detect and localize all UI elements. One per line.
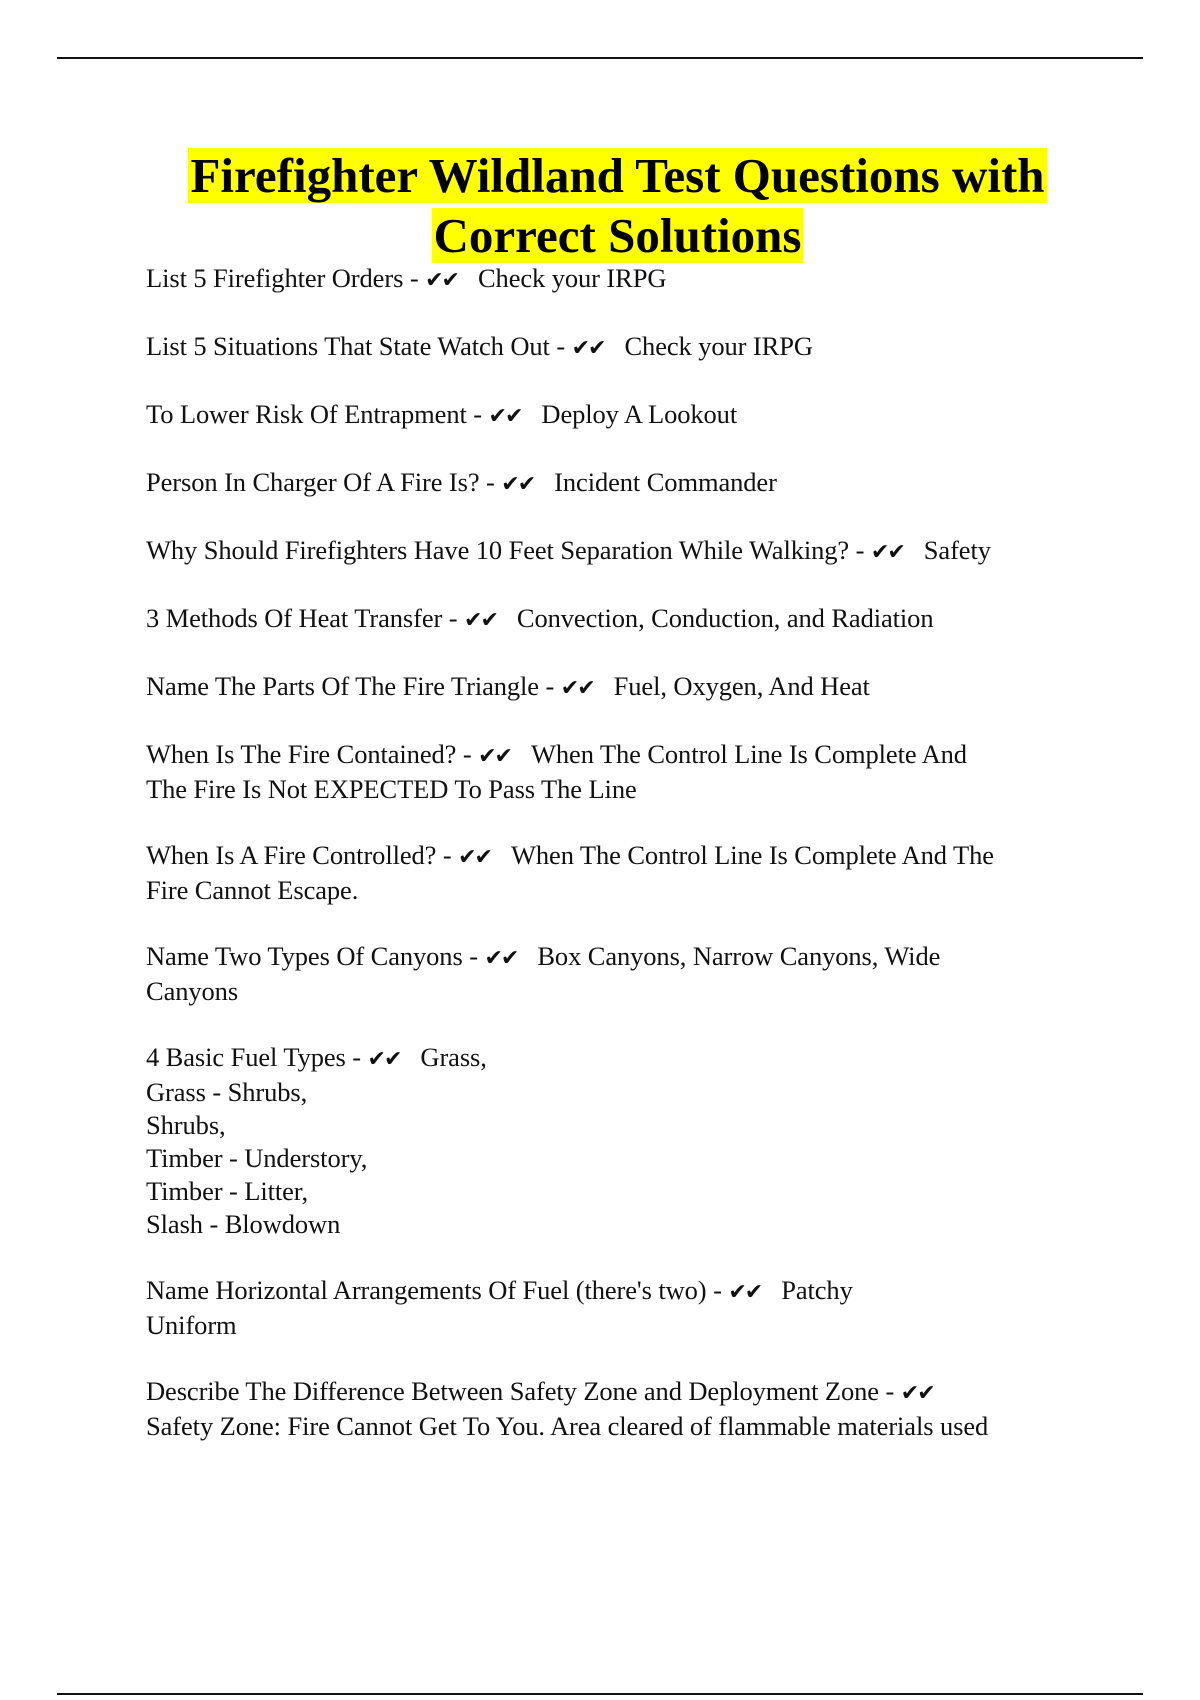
qa-item (146, 940, 1106, 1008)
double-check-icon: ✔✔ (464, 608, 497, 633)
question-text: List 5 Firefighter Orders (146, 263, 404, 293)
answer-text: Timber - Understory, (146, 1143, 368, 1173)
qa-first-line (146, 738, 1106, 773)
document-title (100, 146, 1135, 266)
qa-item (146, 1041, 1106, 1241)
question-text: When Is The Fire Contained? (146, 739, 457, 769)
answer-line (146, 1175, 1106, 1208)
qa-first-line (146, 262, 1106, 297)
question-text: Name Two Types Of Canyons (146, 941, 463, 971)
answer-text: Fuel, Oxygen, And Heat (613, 671, 870, 701)
separator: - (885, 1376, 895, 1406)
double-check-icon: ✔✔ (571, 336, 605, 361)
qa-item (146, 466, 1106, 501)
qa-item (146, 398, 1106, 433)
qa-first-line (146, 1041, 1106, 1076)
qa-item (146, 602, 1106, 637)
answer-text: When The Control Line Is Complete And (530, 739, 967, 769)
double-check-icon: ✔✔ (367, 1047, 401, 1072)
separator: - (713, 1275, 722, 1305)
separator: - (462, 739, 472, 769)
answer-text: Patchy (781, 1275, 853, 1305)
qa-first-line (146, 670, 1106, 705)
question-text: When Is A Fire Controlled? (146, 840, 437, 870)
qa-item (146, 738, 1106, 806)
question-text: To Lower Risk Of Entrapment (146, 399, 467, 429)
qa-first-line (146, 466, 1106, 501)
answer-text: Safety (923, 535, 991, 565)
separator: - (409, 263, 419, 293)
separator: - (855, 535, 865, 565)
qa-item (146, 839, 1106, 907)
answer-text: Shrubs, (146, 1110, 226, 1140)
answer-text: Fire Cannot Escape. (146, 875, 359, 905)
question-text: 4 Basic Fuel Types (146, 1042, 346, 1072)
separator: - (556, 331, 566, 361)
answer-line (146, 1109, 1106, 1142)
answer-text: Grass, (420, 1042, 487, 1072)
qa-first-line (146, 330, 1106, 365)
qa-first-line (146, 839, 1106, 874)
answer-text: Grass - Shrubs, (146, 1077, 308, 1107)
answer-line (146, 1142, 1106, 1175)
separator: - (469, 941, 478, 971)
double-check-icon: ✔✔ (488, 404, 522, 429)
answer-text: Slash - Blowdown (146, 1209, 341, 1239)
separator: - (545, 671, 555, 701)
answer-line (146, 1076, 1106, 1109)
answer-text: Incident Commander (554, 467, 777, 497)
qa-item (146, 1274, 1106, 1342)
title-line-1: Firefighter Wildland Test Questions with (190, 148, 1045, 203)
qa-first-line (146, 398, 1106, 433)
double-check-icon: ✔✔ (458, 845, 491, 870)
qa-list (146, 262, 1106, 1476)
qa-first-line (146, 940, 1106, 975)
qa-first-line (146, 602, 1106, 637)
qa-item (146, 330, 1106, 365)
double-check-icon: ✔✔ (728, 1280, 762, 1305)
answer-line (146, 1309, 1106, 1342)
question-text: Why Should Firefighters Have 10 Feet Separation While Walking? (146, 535, 850, 565)
answer-line (146, 773, 1106, 806)
question-text: 3 Methods Of Heat Transfer (146, 603, 443, 633)
answer-line (146, 975, 1106, 1008)
qa-item (146, 670, 1106, 705)
answer-text: Timber - Litter, (146, 1176, 308, 1206)
answer-text: Deploy A Lookout (541, 399, 738, 429)
question-text: List 5 Situations That State Watch Out (146, 331, 550, 361)
question-text: Name Horizontal Arrangements Of Fuel (there's two) (146, 1275, 707, 1305)
answer-line (146, 1208, 1106, 1241)
separator: - (486, 467, 495, 497)
answer-text: The Fire Is Not EXPECTED To Pass The Line (146, 774, 637, 804)
double-check-icon: ✔✔ (870, 540, 904, 565)
answer-text: When The Control Line Is Complete And The (511, 840, 994, 870)
double-check-icon: ✔✔ (501, 472, 535, 497)
answer-text: Check your IRPG (624, 331, 813, 361)
top-divider (57, 57, 1143, 59)
answer-text: Safety Zone: Fire Cannot Get To You. Area cleared of flammable materials used (146, 1411, 989, 1441)
answer-text: Convection, Conduction, and Radiation (516, 603, 934, 633)
double-check-icon: ✔✔ (478, 744, 511, 769)
answer-text: Uniform (146, 1310, 237, 1340)
double-check-icon: ✔✔ (560, 676, 594, 701)
qa-item (146, 534, 1106, 569)
question-text: Person In Charger Of A Fire Is? (146, 467, 480, 497)
bottom-divider (57, 1693, 1143, 1695)
double-check-icon: ✔✔ (484, 946, 518, 971)
separator: - (352, 1042, 362, 1072)
qa-item (146, 262, 1106, 297)
question-text: Describe The Difference Between Safety Zone and Deployment Zone (146, 1376, 879, 1406)
double-check-icon: ✔✔ (900, 1381, 934, 1406)
answer-text: Box Canyons, Narrow Canyons, Wide (537, 941, 941, 971)
qa-first-line (146, 1274, 1106, 1309)
question-text: Name The Parts Of The Fire Triangle (146, 671, 539, 701)
answer-text: Canyons (146, 976, 239, 1006)
qa-first-line (146, 1375, 1106, 1410)
separator: - (473, 399, 483, 429)
qa-item (146, 1375, 1106, 1443)
qa-first-line (146, 534, 1106, 569)
answer-line (146, 874, 1106, 907)
title-line-2: Correct Solutions (433, 208, 802, 263)
answer-text: Check your IRPG (477, 263, 667, 293)
double-check-icon: ✔✔ (425, 268, 458, 293)
separator: - (442, 840, 452, 870)
answer-line (146, 1410, 1106, 1443)
separator: - (448, 603, 458, 633)
